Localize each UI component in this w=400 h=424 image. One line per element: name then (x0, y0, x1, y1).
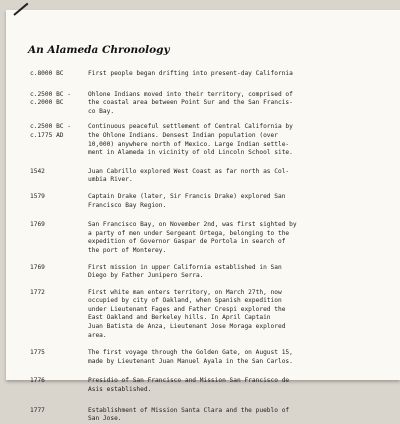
entry-date: 1579 (30, 192, 45, 200)
entry-date: c.2500 BC - c.2000 BC (30, 90, 71, 107)
entry-text: Presidio of San Francisco and Mission San Francisco de Asis established. (88, 377, 290, 394)
entry-date: c.8000 BC (30, 70, 64, 77)
chronology-entry (30, 70, 394, 79)
document-title: An Alameda Chronology (28, 44, 170, 56)
entry-text: The first voyage through the Golden Gate, on August 15, made by Lieutenant Juan Manuel Ayala in the San Carlos. (88, 349, 293, 365)
chronology-entry (30, 289, 394, 341)
chronology-entry (30, 123, 394, 157)
entry-date: 1542 (30, 167, 45, 175)
chronology-entry (30, 264, 394, 281)
entry-text: Captain Drake (later, Sir Francis Drake) explored San Francisco Bay Region. (88, 192, 286, 209)
entry-text: Ohlone Indians moved into their territory, comprised of the coastal area between Point Sur and the San Francis- co Bay. (88, 90, 293, 115)
entry-date: 1777 (30, 406, 45, 414)
entry-text: First white man enters territory, on March 27th, now occupied by city of Oakland, when Spanish expedition under Lieutenant Fages and Father Crespi explored the East Oakland and Berkeley hills. In April Captain Juan Batista de Anza, Lieutenant Jose Moraga explored area. (88, 288, 286, 339)
pen-mark (13, 3, 28, 16)
entry-date: 1772 (30, 288, 45, 296)
entry-date: c.2500 BC - c.1775 AD (30, 123, 71, 139)
chronology-entry (30, 377, 394, 394)
entry-text: First people began drifting into present-day California (88, 70, 293, 77)
entry-text: First mission in upper California established in San Diego by Father Junipero Serra. (88, 263, 282, 280)
entry-date: 1769 (30, 263, 45, 271)
entry-text: Establishment of Mission Santa Clara and the pueblo of San Jose. (88, 406, 290, 423)
chronology-entry (30, 91, 394, 117)
entry-text: Continuous peaceful settlement of Central California by the Ohlone Indians. Densest Indian population (over 10,000) anywhere north of Mexico. Large Indian settle- ment in Alameda in vicinity of old Lincoln School site. (88, 123, 293, 157)
chronology-entry (30, 193, 394, 210)
chronology-entry (30, 221, 394, 255)
entry-date: 1775 (30, 349, 45, 357)
entry-text: Juan Cabrillo explored West Coast as far north as Col- umbia River. (88, 167, 290, 184)
chronology-entry (30, 349, 394, 366)
document-page (6, 10, 400, 423)
chronology-entry (30, 407, 394, 424)
chronology-entry (30, 168, 394, 185)
entry-date: 1776 (30, 377, 45, 385)
entry-date: 1769 (30, 221, 45, 229)
chronology-list (30, 70, 394, 424)
entry-text: San Francisco Bay, on November 2nd, was first sighted by a party of men under Sergeant Ortega, belonging to the expedition of Governor Gaspar de Portola in search of the port of Monterey. (88, 221, 297, 254)
